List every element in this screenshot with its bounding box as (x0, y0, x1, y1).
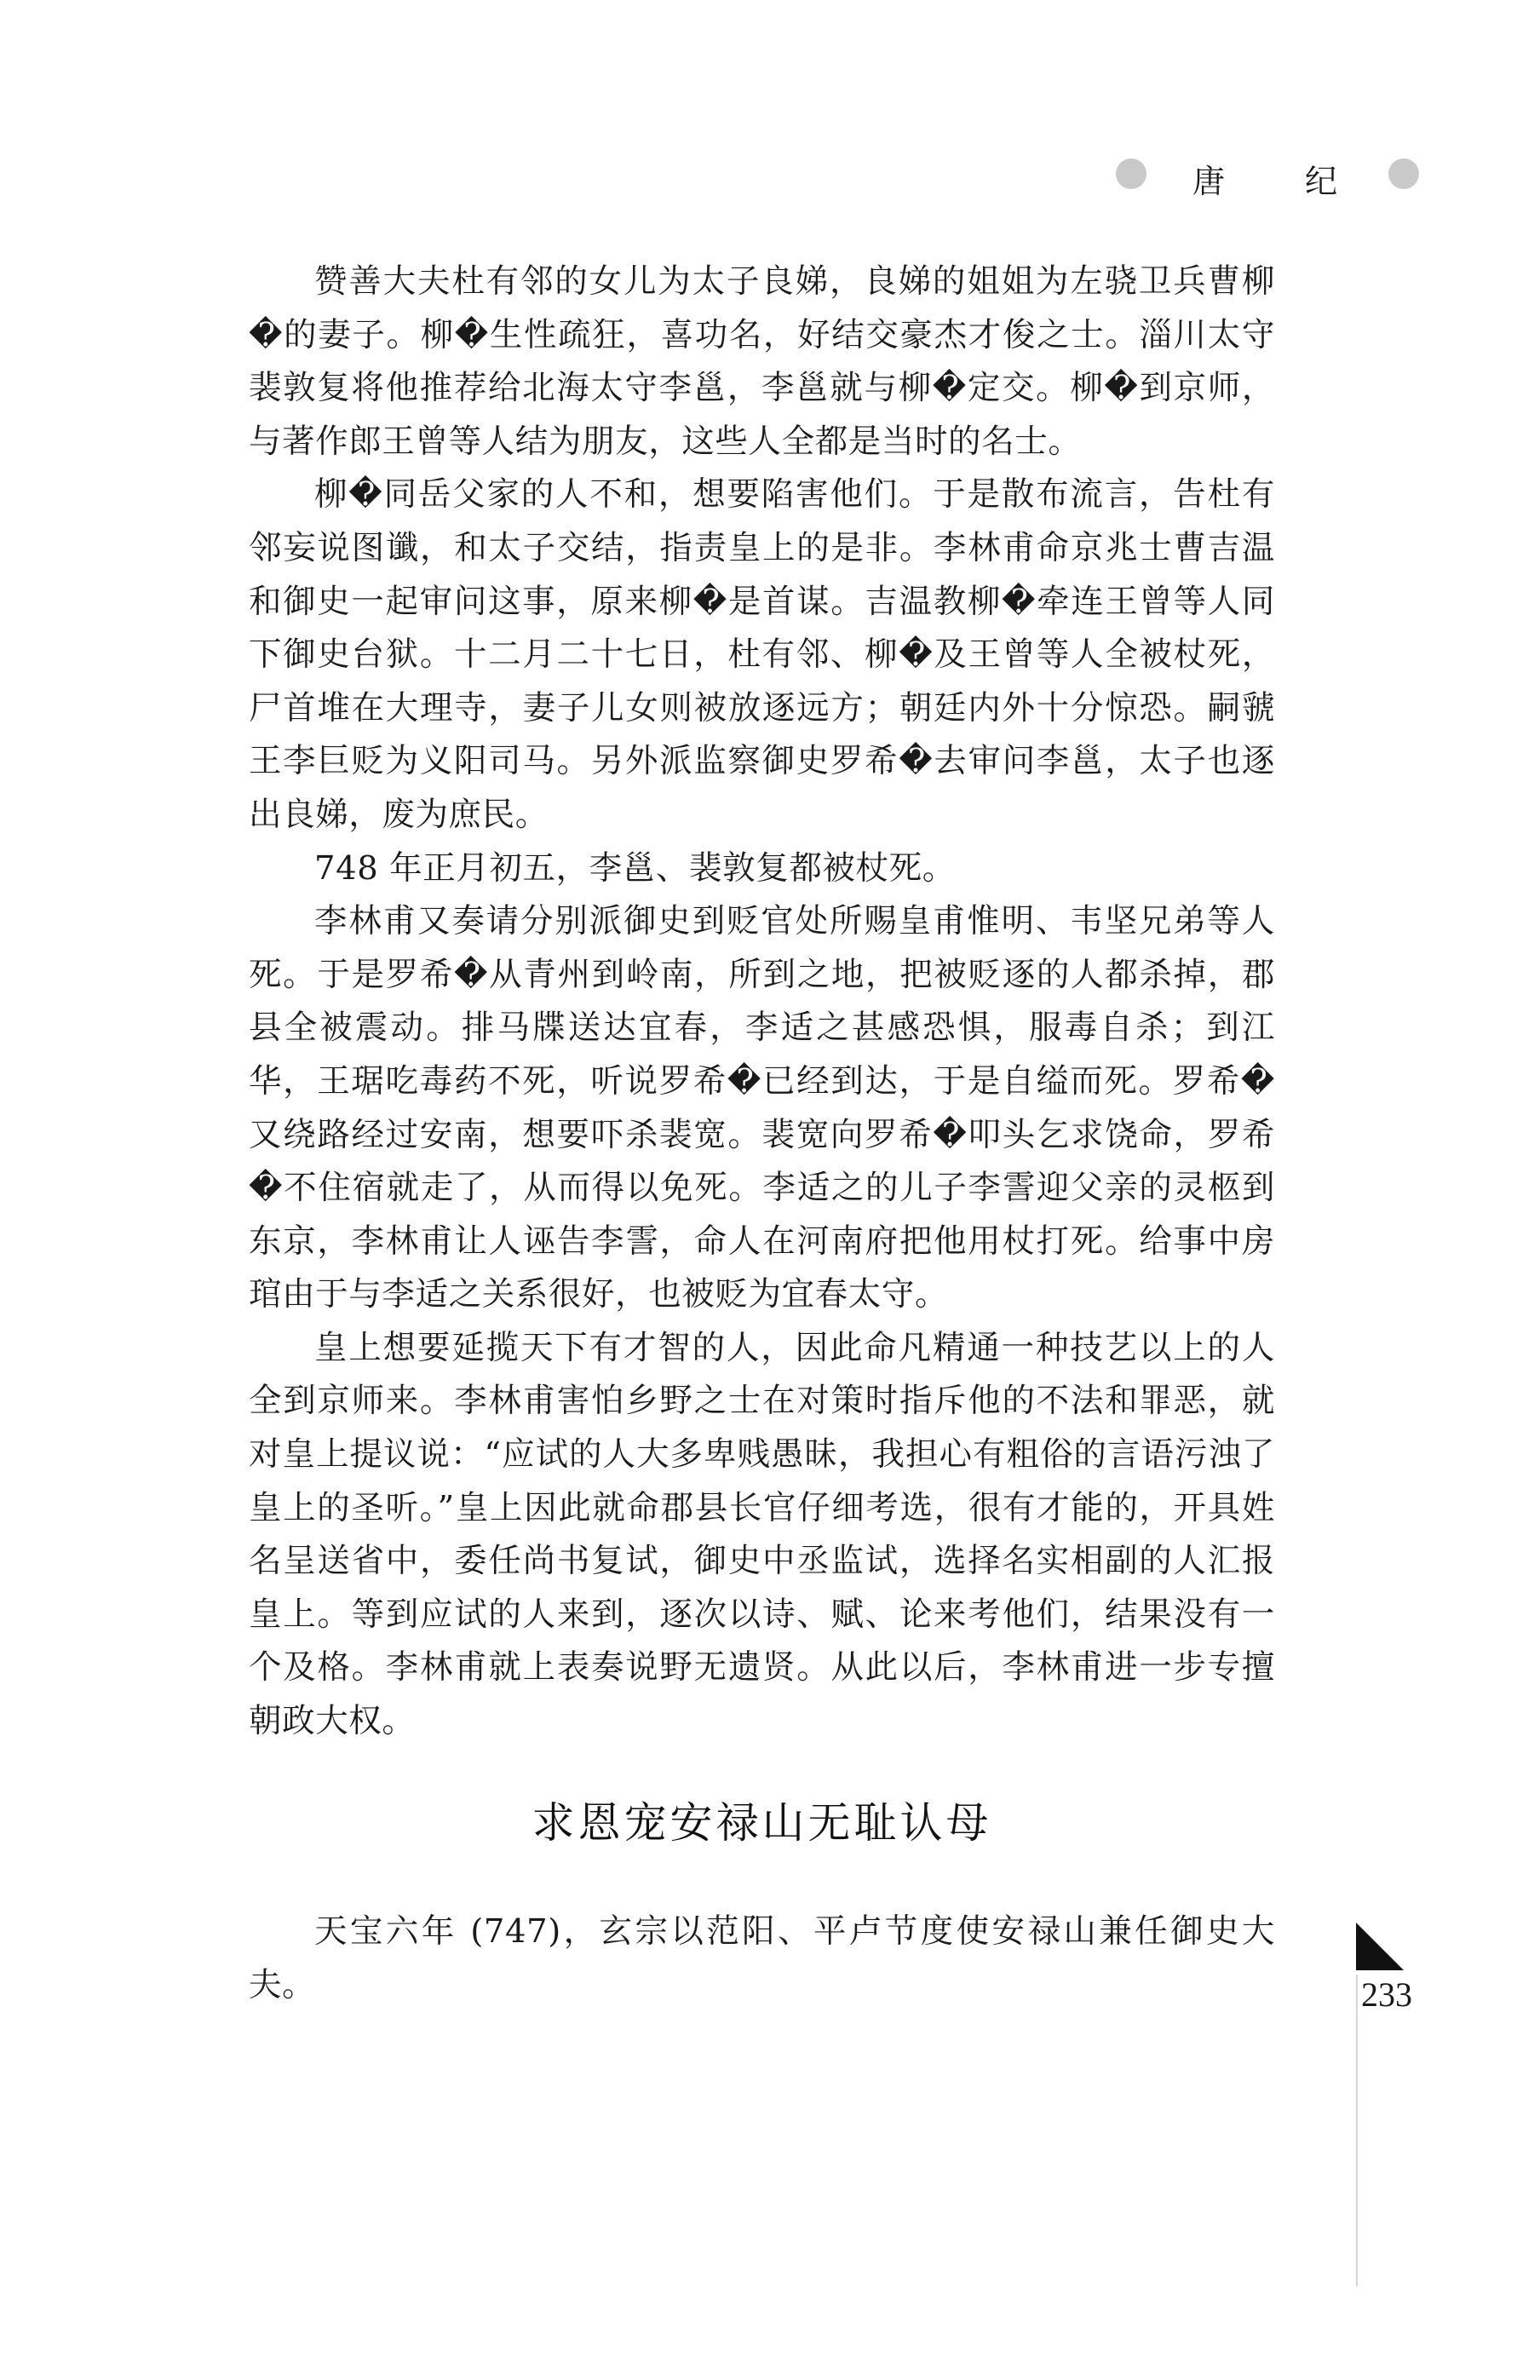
main-text (249, 256, 1275, 1749)
paragraph: 天宝六年 (747)，玄宗以范阳、平卢节度使安禄山兼任御史大夫。 (249, 1912, 1275, 2004)
margin-rule (1356, 1975, 1358, 2286)
running-header (1107, 145, 1431, 204)
paragraph: 皇上想要延揽天下有才智的人，因此命凡精通一种技艺以上的人全到京师来。李林甫害怕乡野之士在对策时指斥他的不法和罪恶，就对皇上提议说：“应试的人大多卑贱愚昧，我担心有粗俗的言语污浊了皇上的圣听。”皇上因此就命郡县长官仔细考选，很有才能的，开具姓名呈送省中，委任尚书复试，御史中丞监试，选择名实相副的人汇报皇上。等到应试的人来到，逐次以诗、赋、论来考他们，结果没有一个及格。李林甫就上表奏说野无遗贤。从此以后，李林甫进一步专擅朝政大权。 (249, 1328, 1275, 1741)
header-dot-left (1116, 158, 1146, 189)
paragraph: 赞善大夫杜有邻的女儿为太子良娣，良娣的姐姐为左骁卫兵曹柳�的妻子。柳�生性疏狂，喜功名，好结交豪杰才俊之士。淄川太守裴敦复将他推荐给北海太守李邕，李邕就与柳�定交。柳�到京师，与著作郎王曾等人结为朋友，这些人全都是当时的名士。 (249, 262, 1275, 461)
paragraph: 李林甫又奏请分别派御史到贬官处所赐皇甫惟明、韦坚兄弟等人死。于是罗希�从青州到岭南，所到之地，把被贬逐的人都杀掉，郡县全被震动。排马牒送达宜春，李适之甚感恐惧，服毒自杀；到江华，王琚吃毒药不死，听说罗希�已经到达，于是自缢而死。罗希�又绕路经过安南，想要吓杀裴宽。裴宽向罗希�叩头乞求饶命，罗希�不住宿就走了，从而得以免死。李适之的儿子李霅迎父亲的灵柩到东京，李林甫让人诬告李霅，命人在河南府把他用杖打死。给事中房琯由于与李适之关系很好，也被贬为宜春太守。 (249, 902, 1275, 1314)
section-heading: 求恩宠安禄山无耻认母 (532, 1798, 992, 1848)
paragraph: 柳�同岳父家的人不和，想要陷害他们。于是散布流言，告杜有邻妄说图谶，和太子交结，指责皇上的是非。李林甫命京兆士曹吉温和御史一起审问这事，原来柳�是首谋。吉温教柳�牵连王曾等人同下御史台狱。十二月二十七日，杜有邻、柳�及王曾等人全被杖死，尸首堆在大理寺，妻子儿女则被放逐远方；朝廷内外十分惊恐。嗣虢王李巨贬为义阳司马。另外派监察御史罗希�去审问李邕，太子也逐出良娣，废为庶民。 (249, 475, 1275, 834)
header-title-char-2: 纪 (1305, 163, 1338, 200)
paragraph: 748 年正月初五，李邕、裴敦复都被杖死。 (314, 848, 956, 888)
page-corner-marker (1356, 1923, 1404, 1970)
page-number: 233 (1361, 1975, 1412, 2014)
section-text (249, 1906, 1275, 2012)
header-title-char-1: 唐 (1192, 163, 1226, 200)
header-dot-right (1388, 158, 1419, 189)
